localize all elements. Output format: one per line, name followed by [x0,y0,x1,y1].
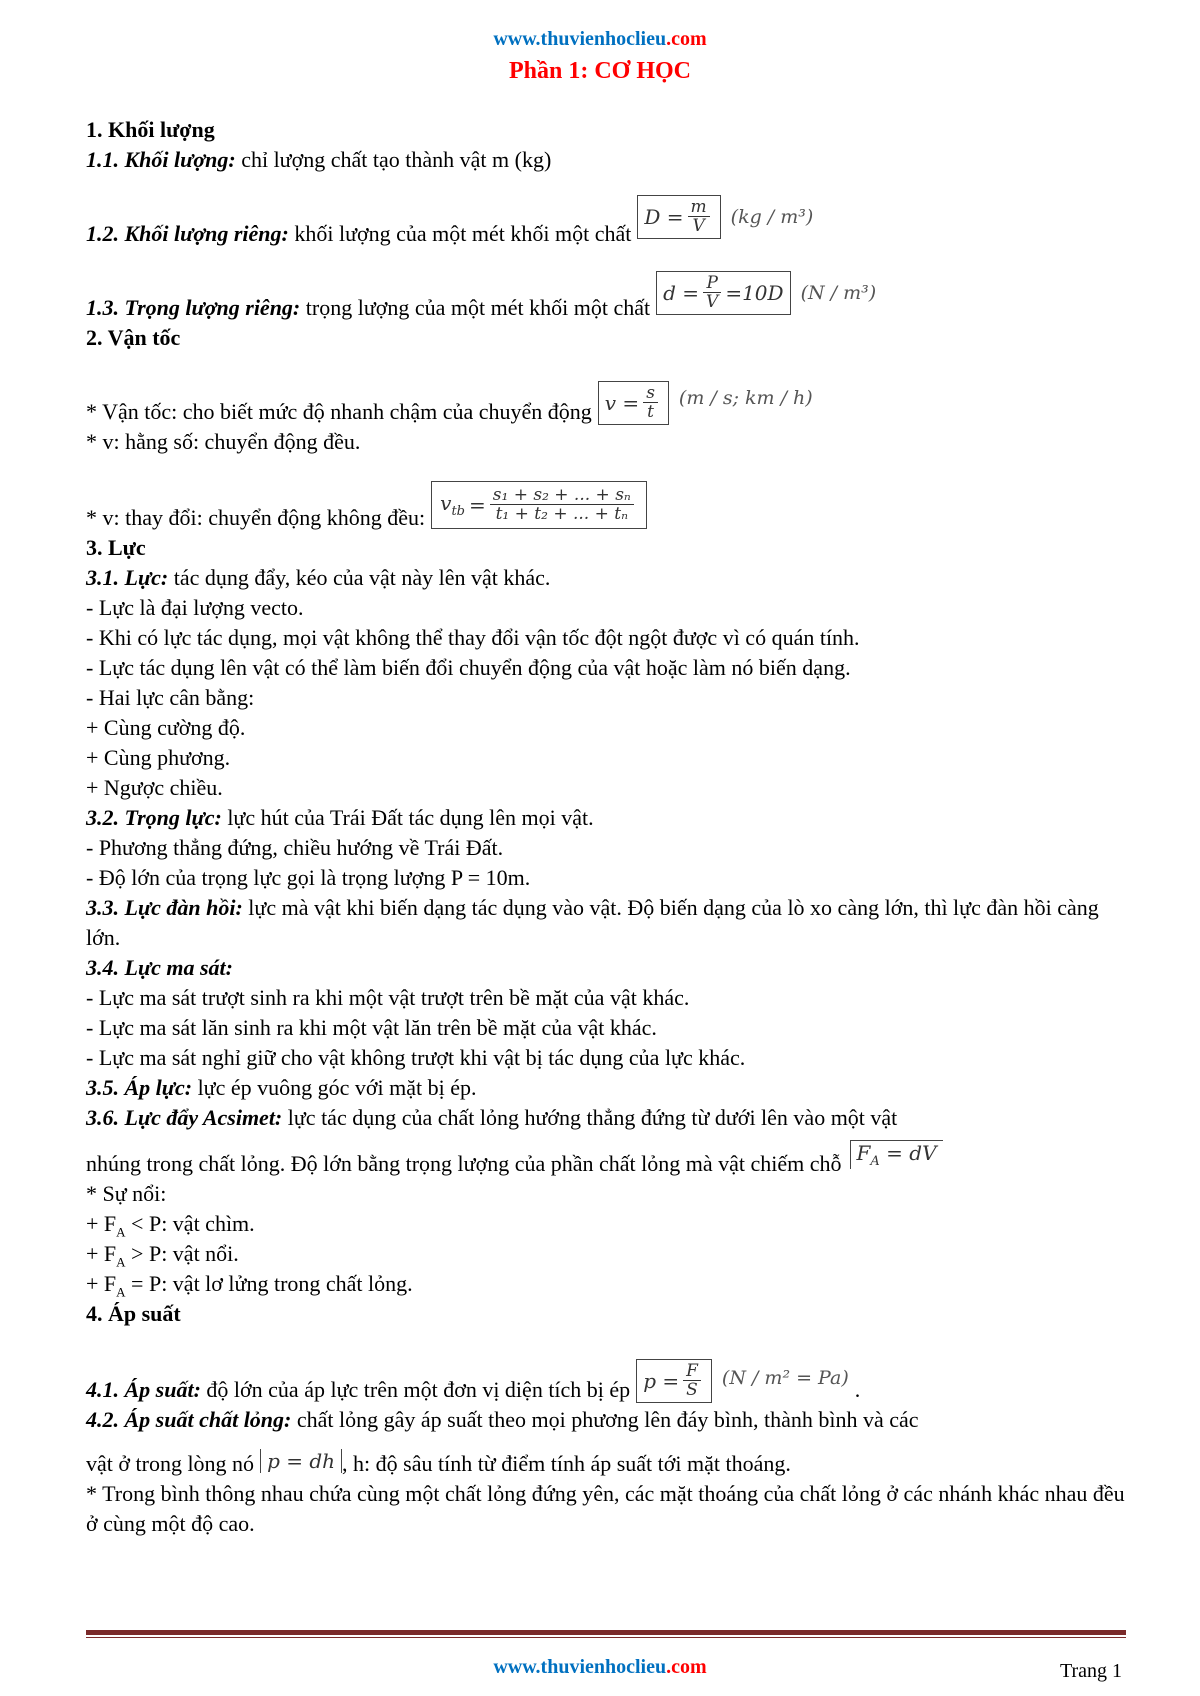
para-3-5 [86,1073,1126,1103]
weight-num: P [703,274,720,294]
para-4-2 [86,1405,1126,1435]
para-3-6 [86,1103,1126,1133]
fa-sub-3: A [116,1284,126,1300]
force-line-4: - Hai lực cân bằng: [86,685,255,710]
velocity-formula [598,381,813,425]
connected-vessels-line: * Trong bình thông nhau chứa cùng một chất lỏng đứng yên, các mặt thoáng của chất lỏng ở các nhánh khác nhau đều ở cùng một độ cao. [86,1481,1125,1536]
page-title: Phần 1: CƠ HỌC [508,58,691,84]
liquid-pressure-line [86,1435,1126,1479]
weight-lhs: d = [663,280,700,305]
liquid-pressure-text-post: , h: độ sâu tính từ điểm tính áp suất tới mặt thoáng. [342,1451,791,1476]
floating-heading: * Sự nổi: [86,1181,167,1206]
avg-lhs: v [440,490,452,515]
footer-link-tld[interactable]: .com [666,1656,707,1678]
force-line-6: + Cùng phương. [86,745,231,770]
section-1-heading: 1. Khối lượng [86,117,215,142]
text-1-2: khối lượng của một mét khối một chất [288,221,632,246]
velocity-text: * Vận tốc: cho biết mức độ nhanh chậm của chuyển động [86,399,592,424]
force-line-5: + Cùng cường độ. [86,715,246,740]
weight-unit: (N / m³) [800,281,877,304]
text-3-2: lực hút của Trái Đất tác dụng lên mọi vật. [221,805,594,830]
section-2-heading: 2. Vận tốc [86,325,181,350]
floating-line-float [86,1239,1126,1269]
section-3-heading: 3. Lực [86,535,146,560]
archimedes-lhs: F [856,1141,871,1165]
label-1-3: 1.3. Trọng lượng riêng: [86,295,301,320]
label-1-1: 1.1. Khối lượng: [86,147,236,172]
fa-label-1: + F [86,1211,117,1236]
para-1-1 [86,145,1126,175]
friction-line-2: - Lực ma sát lăn sinh ra khi một vật lăn trên bề mặt của vật khác. [86,1015,657,1040]
para-1-2 [86,175,1126,249]
velocity-unit: (m / s; km / h) [678,386,813,409]
force-line-1: - Lực là đại lượng vecto. [86,595,304,620]
label-3-6: 3.6. Lực đẩy Acsimet: [86,1105,283,1130]
text-3-3: lực mà vật khi biến dạng tác dụng vào vật. Độ biến dạng của lò xo càng lớn, thì lực đàn hồi càng lớn. [86,895,1099,950]
velocity-lhs: v = [604,390,640,415]
fa-label-3: + F [86,1271,117,1296]
density-unit: (kg / m³) [730,205,814,228]
para-1-3 [86,249,1126,323]
pressure-lhs: p = [643,1368,680,1393]
density-lhs: D = [644,204,684,229]
footer-site-link[interactable] [0,1656,1200,1679]
fa-sub-2: A [116,1254,126,1270]
text-3-6: lực tác dụng của chất lỏng hướng thẳng đứng từ dưới lên vào một vật [282,1105,898,1130]
section-4-heading: 4. Áp suất [86,1301,181,1326]
site-link-main[interactable]: www.thuvienhoclieu [493,28,667,50]
para-3-1 [86,563,1126,593]
velocity-den: t [647,402,654,423]
avg-num: s₁ + s₂ + ... + sₙ [490,486,634,506]
page-number: Trang 1 [1059,1660,1122,1682]
floating-line-sink [86,1209,1126,1239]
friction-line-3: - Lực ma sát nghỉ giữ cho vật không trượt khi vật bị tác dụng của lực khác. [86,1045,746,1070]
weight-rhs: =10D [725,280,784,305]
force-line-2: - Khi có lực tác dụng, mọi vật không thể thay đổi vận tốc đột ngột được vì có quán tính. [86,625,860,650]
archimedes-rhs: = dV [886,1141,937,1165]
archimedes-line [86,1133,1126,1179]
gravity-line-2: - Độ lớn của trọng lực gọi là trọng lượng P = 10m. [86,865,531,890]
liquid-pressure-text-pre: vật ở trong lòng nó [86,1451,255,1476]
weight-density-formula [656,271,876,315]
uniform-motion-line: * v: hằng số: chuyển động đều. [86,429,361,454]
label-4-2: 4.2. Áp suất chất lỏng: [86,1407,292,1432]
pressure-num: F [683,1362,701,1382]
text-3-1: tác dụng đẩy, kéo của vật này lên vật khác. [168,565,551,590]
footer-link-main[interactable]: www.thuvienhoclieu [493,1656,667,1678]
floating-line-suspend [86,1269,1126,1299]
floating-float-text: > P: vật nổi. [125,1241,239,1266]
gravity-line-1: - Phương thẳng đứng, chiều hướng về Trái Đất. [86,835,504,860]
para-3-4 [86,953,1126,983]
para-4-1 [86,1329,1126,1405]
force-line-3: - Lực tác dụng lên vật có thể làm biến đổi chuyển động của vật hoặc làm nó biến dạng. [86,655,851,680]
pressure-formula [636,1359,849,1403]
para-3-3 [86,893,1126,953]
label-3-5: 3.5. Áp lực: [86,1075,193,1100]
avg-velocity-line [86,457,1126,533]
pressure-den: S [686,1380,698,1401]
floating-sink-text: < P: vật chìm. [125,1211,255,1236]
fa-label-2: + F [86,1241,117,1266]
avg-velocity-text: * v: thay đổi: chuyển động không đều: [86,505,426,530]
text-4-1: độ lớn của áp lực trên một đơn vị diện tích bị ép [200,1377,631,1402]
footer-divider [86,1630,1126,1638]
text-1-3: trọng lượng của một mét khối một chất [300,295,651,320]
fa-sub-1: A [116,1224,126,1240]
archimedes-formula [850,1140,943,1169]
density-formula [637,195,813,239]
liquid-pressure-formula [260,1449,342,1473]
floating-suspend-text: = P: vật lơ lửng trong chất lỏng. [125,1271,413,1296]
avg-velocity-formula [431,481,647,529]
site-link-tld[interactable]: .com [666,28,707,50]
text-1-1: chỉ lượng chất tạo thành vật m (kg) [235,147,552,172]
document-body [86,118,1126,1539]
label-3-4: 3.4. Lực ma sát: [86,955,233,980]
label-3-3: 3.3. Lực đàn hồi: [86,895,243,920]
header-site-link[interactable] [0,28,1200,51]
liquid-pressure-expr: p = dh [260,1449,342,1473]
label-4-1: 4.1. Áp suất: [86,1377,201,1402]
avg-eq: = [468,492,486,517]
density-num: m [688,198,710,218]
velocity-num: s [643,384,658,404]
label-3-2: 3.2. Trọng lực: [86,805,222,830]
archimedes-lhs-sub: A [870,1154,880,1169]
weight-den: V [706,292,719,313]
density-den: V [692,216,705,237]
avg-lhs-sub: tb [451,503,465,519]
para-3-2 [86,803,1126,833]
label-3-1: 3.1. Lực: [86,565,169,590]
archimedes-text: nhúng trong chất lỏng. Độ lớn bằng trọng lượng của phần chất lỏng mà vật chiếm chỗ [86,1151,842,1176]
text-3-5: lực ép vuông góc với mặt bị ép. [192,1075,477,1100]
avg-den: t₁ + t₂ + ... + tₙ [495,504,628,525]
force-line-7: + Ngược chiều. [86,775,223,800]
label-1-2: 1.2. Khối lượng riêng: [86,221,289,246]
pressure-dot: . [854,1377,861,1402]
velocity-line [86,353,1126,427]
text-4-2: chất lỏng gây áp suất theo mọi phương lên đáy bình, thành bình và các [291,1407,919,1432]
friction-line-1: - Lực ma sát trượt sinh ra khi một vật trượt trên bề mặt của vật khác. [86,985,690,1010]
pressure-unit: (N / m² = Pa) [721,1366,849,1389]
